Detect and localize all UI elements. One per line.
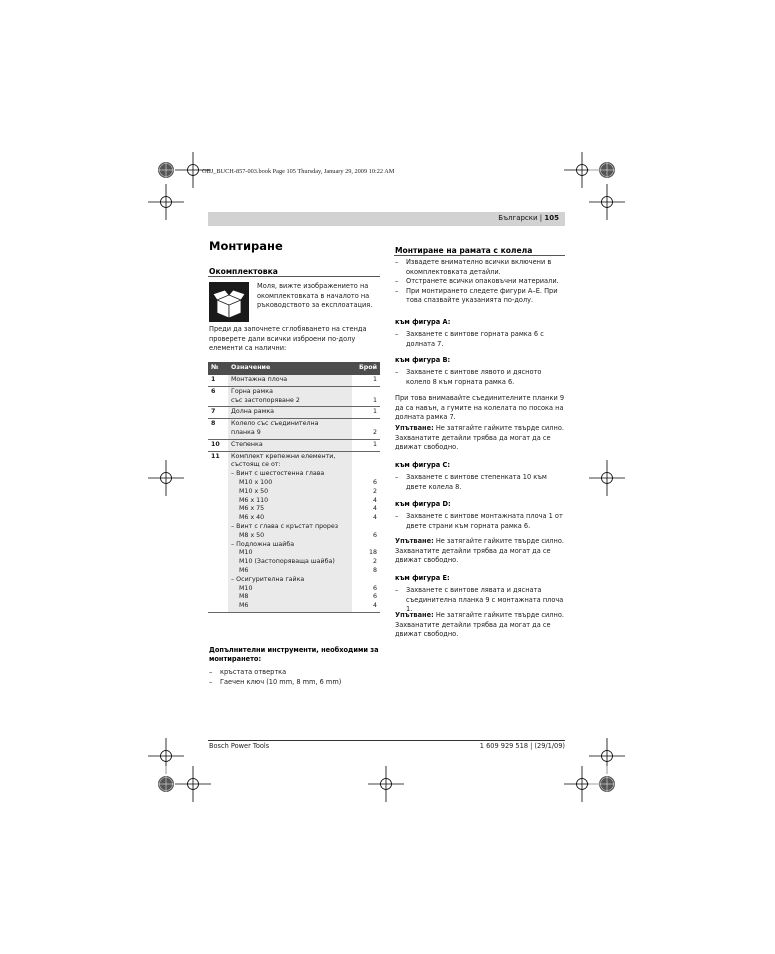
list-item: – Гаечен ключ (10 mm, 8 mm, 6 mm) xyxy=(209,678,381,688)
figure-c-title: към фигура C: xyxy=(395,461,450,469)
part-name-line: M6 x 75 xyxy=(239,505,265,513)
table-row xyxy=(208,419,380,440)
figure-a-list xyxy=(395,330,565,349)
part-qty-line xyxy=(355,470,377,479)
table-row xyxy=(208,439,380,451)
crosshair-mark-icon xyxy=(587,458,627,498)
part-qty xyxy=(352,375,380,386)
part-number: 11 xyxy=(208,451,228,612)
part-name xyxy=(228,407,352,419)
part-qty-line: 6 xyxy=(372,531,377,539)
page-title: Монтиране xyxy=(209,239,283,253)
list-item: – Захванете с винтове горната рамка 6 с долната 7. xyxy=(395,330,565,349)
figure-b-list xyxy=(395,368,565,387)
part-name-line: M10 (Застопоряваща шайба) xyxy=(239,558,335,566)
crosshair-mark-icon xyxy=(146,458,186,498)
list-item: – Извадете внимателно всички включени в окомплектовката детайли. xyxy=(395,258,565,277)
part-qty-line xyxy=(355,576,377,585)
list-item: – Захванете с винтове монтажната плоча 1 от двете страни към горната рамка 6. xyxy=(395,512,565,531)
footer-brand: Bosch Power Tools xyxy=(209,742,270,750)
part-qty xyxy=(352,407,380,419)
part-qty-line: 4 xyxy=(372,505,377,513)
warning-note xyxy=(395,611,565,640)
crosshair-mark-icon xyxy=(146,182,186,222)
figure-b-note: При това внимавайте съединителните планки 9 да са навън, а гумите на колелата по посока на долната рамка 7. xyxy=(395,394,565,422)
part-qty-line: 2 xyxy=(372,487,377,495)
part-name-line: Монтажна плоча xyxy=(231,376,288,383)
part-qty-line: 6 xyxy=(372,584,377,592)
footer-rule xyxy=(208,740,565,741)
package-box-icon xyxy=(209,282,249,322)
col-header-name: Означение xyxy=(228,362,352,375)
part-name-line: Степенка xyxy=(231,440,263,448)
part-qty-line: 6 xyxy=(372,593,377,601)
page-header: Български | 105 xyxy=(208,212,565,226)
part-qty-line: 4 xyxy=(372,602,377,610)
part-qty-line: 2 xyxy=(372,558,377,566)
table-row xyxy=(208,451,380,612)
part-name xyxy=(228,451,352,612)
note-text: Моля, вижте изображението на окомплектовката в началото на ръководството за експлоатация. xyxy=(257,282,373,310)
list-item: – Захванете с винтове степенката 10 към двете колела 8. xyxy=(395,473,565,492)
part-name-line: Колело със съединителна xyxy=(231,420,319,428)
part-number: 10 xyxy=(208,439,228,451)
warning-text: Не затягайте гайките твърде силно. Захванатите детайли трябва да могат да се движат свободно. xyxy=(395,424,564,452)
col-header-qty: Брой xyxy=(352,362,380,375)
print-info: OBJ_BUCH-857-003.book Page 105 Thursday, January 29, 2009 10:22 AM xyxy=(202,168,395,175)
part-qty-line xyxy=(355,388,377,397)
part-name-line: със застопоряване 2 xyxy=(231,396,300,404)
part-name-line: M6 xyxy=(239,602,249,610)
figure-d-title: към фигура D: xyxy=(395,500,451,508)
table-row xyxy=(208,375,380,386)
part-qty-line: 4 xyxy=(372,496,377,504)
part-qty xyxy=(352,419,380,440)
part-name-line: M10 x 50 xyxy=(239,487,269,495)
part-qty xyxy=(352,451,380,612)
warning-text: Не затягайте гайките твърде силно. Захванатите детайли трябва да могат да се движат свободно. xyxy=(395,611,564,639)
page-number: 105 xyxy=(544,214,559,222)
figure-a-title: към фигура A: xyxy=(395,318,451,326)
crosshair-mark-icon xyxy=(366,764,406,804)
crosshair-mark-icon xyxy=(173,764,213,804)
crosshair-mark-icon xyxy=(587,182,627,222)
section-rule xyxy=(208,276,380,277)
part-name-line: M8 x 50 xyxy=(239,531,265,539)
warning-text: Не затягайте гайките твърде силно. Захванатите детайли трябва да могат да се движат свободно. xyxy=(395,537,564,565)
header-language: Български xyxy=(498,214,538,222)
part-name-line: – Винт с шестостенна глава xyxy=(231,470,325,478)
section-title-contents: Окомплектовка xyxy=(209,267,278,276)
part-qty-line: 8 xyxy=(372,566,377,574)
part-qty-line xyxy=(355,420,377,429)
warning-label: Упътване: xyxy=(395,424,434,432)
part-name xyxy=(228,375,352,386)
part-qty-line xyxy=(355,461,377,470)
part-name-line: M10 xyxy=(239,549,253,557)
figure-d-list xyxy=(395,512,565,531)
registration-mark-icon xyxy=(587,764,627,804)
part-qty-line xyxy=(355,523,377,532)
part-name-line: Долна рамка xyxy=(231,408,275,416)
part-number: 6 xyxy=(208,386,228,407)
part-name-line: M10 xyxy=(239,584,253,592)
part-name-line: планка 9 xyxy=(231,428,261,436)
part-name-line: – Подложна шайба xyxy=(231,540,295,548)
part-name xyxy=(228,439,352,451)
assembly-intro-list xyxy=(395,258,565,306)
list-item: – Захванете с винтове лявото и дясното колело 8 към горната рамка 6. xyxy=(395,368,565,387)
part-name-line: Комплект крепежни елементи, xyxy=(231,452,336,460)
part-name xyxy=(228,419,352,440)
part-qty-line xyxy=(355,541,377,550)
part-name-line: Горна рамка xyxy=(231,387,273,395)
warning-note xyxy=(395,424,565,453)
part-name xyxy=(228,386,352,407)
warning-note xyxy=(395,537,565,566)
warning-label: Упътване: xyxy=(395,611,434,619)
part-name-line: – Осигурителна гайка xyxy=(231,575,305,583)
part-qty-line: 1 xyxy=(372,376,377,383)
part-qty-line: 4 xyxy=(372,514,377,522)
part-qty-line: 6 xyxy=(372,478,377,486)
tools-list xyxy=(209,668,381,687)
part-name-line: M8 xyxy=(239,593,249,601)
part-qty-line: 18 xyxy=(368,549,377,557)
tools-title: Допълнителни инструменти, необходими за монтирането: xyxy=(209,646,379,664)
warning-label: Упътване: xyxy=(395,537,434,545)
part-name-line: състоящ се от: xyxy=(231,461,281,469)
figure-c-list xyxy=(395,473,565,492)
part-qty-line: 1 xyxy=(372,396,377,404)
table-header-row xyxy=(208,362,380,375)
part-name-line: M6 x 110 xyxy=(239,496,269,504)
part-qty-line: 1 xyxy=(372,440,377,448)
list-item: – кръстата отвертка xyxy=(209,668,381,678)
part-name-line: M10 x 100 xyxy=(239,478,273,486)
table-row xyxy=(208,386,380,407)
part-qty-line: 1 xyxy=(372,408,377,416)
figure-b-title: към фигура B: xyxy=(395,356,451,364)
part-number: 8 xyxy=(208,419,228,440)
section-title-assembly: Монтиране на рамата с колела xyxy=(395,246,533,255)
list-item: – При монтирането следете фигури A–E. При това спазвайте указанията по-долу. xyxy=(395,287,565,306)
col-header-number: № xyxy=(208,362,228,375)
list-item: – Отстранете всички опаковъчни материали. xyxy=(395,277,565,287)
part-qty-line: 2 xyxy=(372,428,377,436)
part-number: 1 xyxy=(208,375,228,386)
table-row xyxy=(208,407,380,419)
part-qty-line xyxy=(355,453,377,462)
part-name-line: M6 x 40 xyxy=(239,514,265,522)
intro-text: Преди да започнете сглобяването на стенда проверете дали всички изброени по-долу елементи са налични: xyxy=(209,325,367,353)
list-item: – Захванете с винтове лявата и дясната съединителна планка 9 с монтажната плоча 1. xyxy=(395,586,565,615)
footer-code: 1 609 929 518 | (29/1/09) xyxy=(479,742,565,750)
part-qty xyxy=(352,439,380,451)
part-number: 7 xyxy=(208,407,228,419)
part-name-line: – Винт с глава с кръстат прорез xyxy=(231,522,339,530)
figure-e-title: към фигура E: xyxy=(395,574,450,582)
parts-table xyxy=(208,362,380,613)
section-rule xyxy=(394,255,565,256)
part-name-line: M6 xyxy=(239,566,249,574)
part-qty xyxy=(352,386,380,407)
